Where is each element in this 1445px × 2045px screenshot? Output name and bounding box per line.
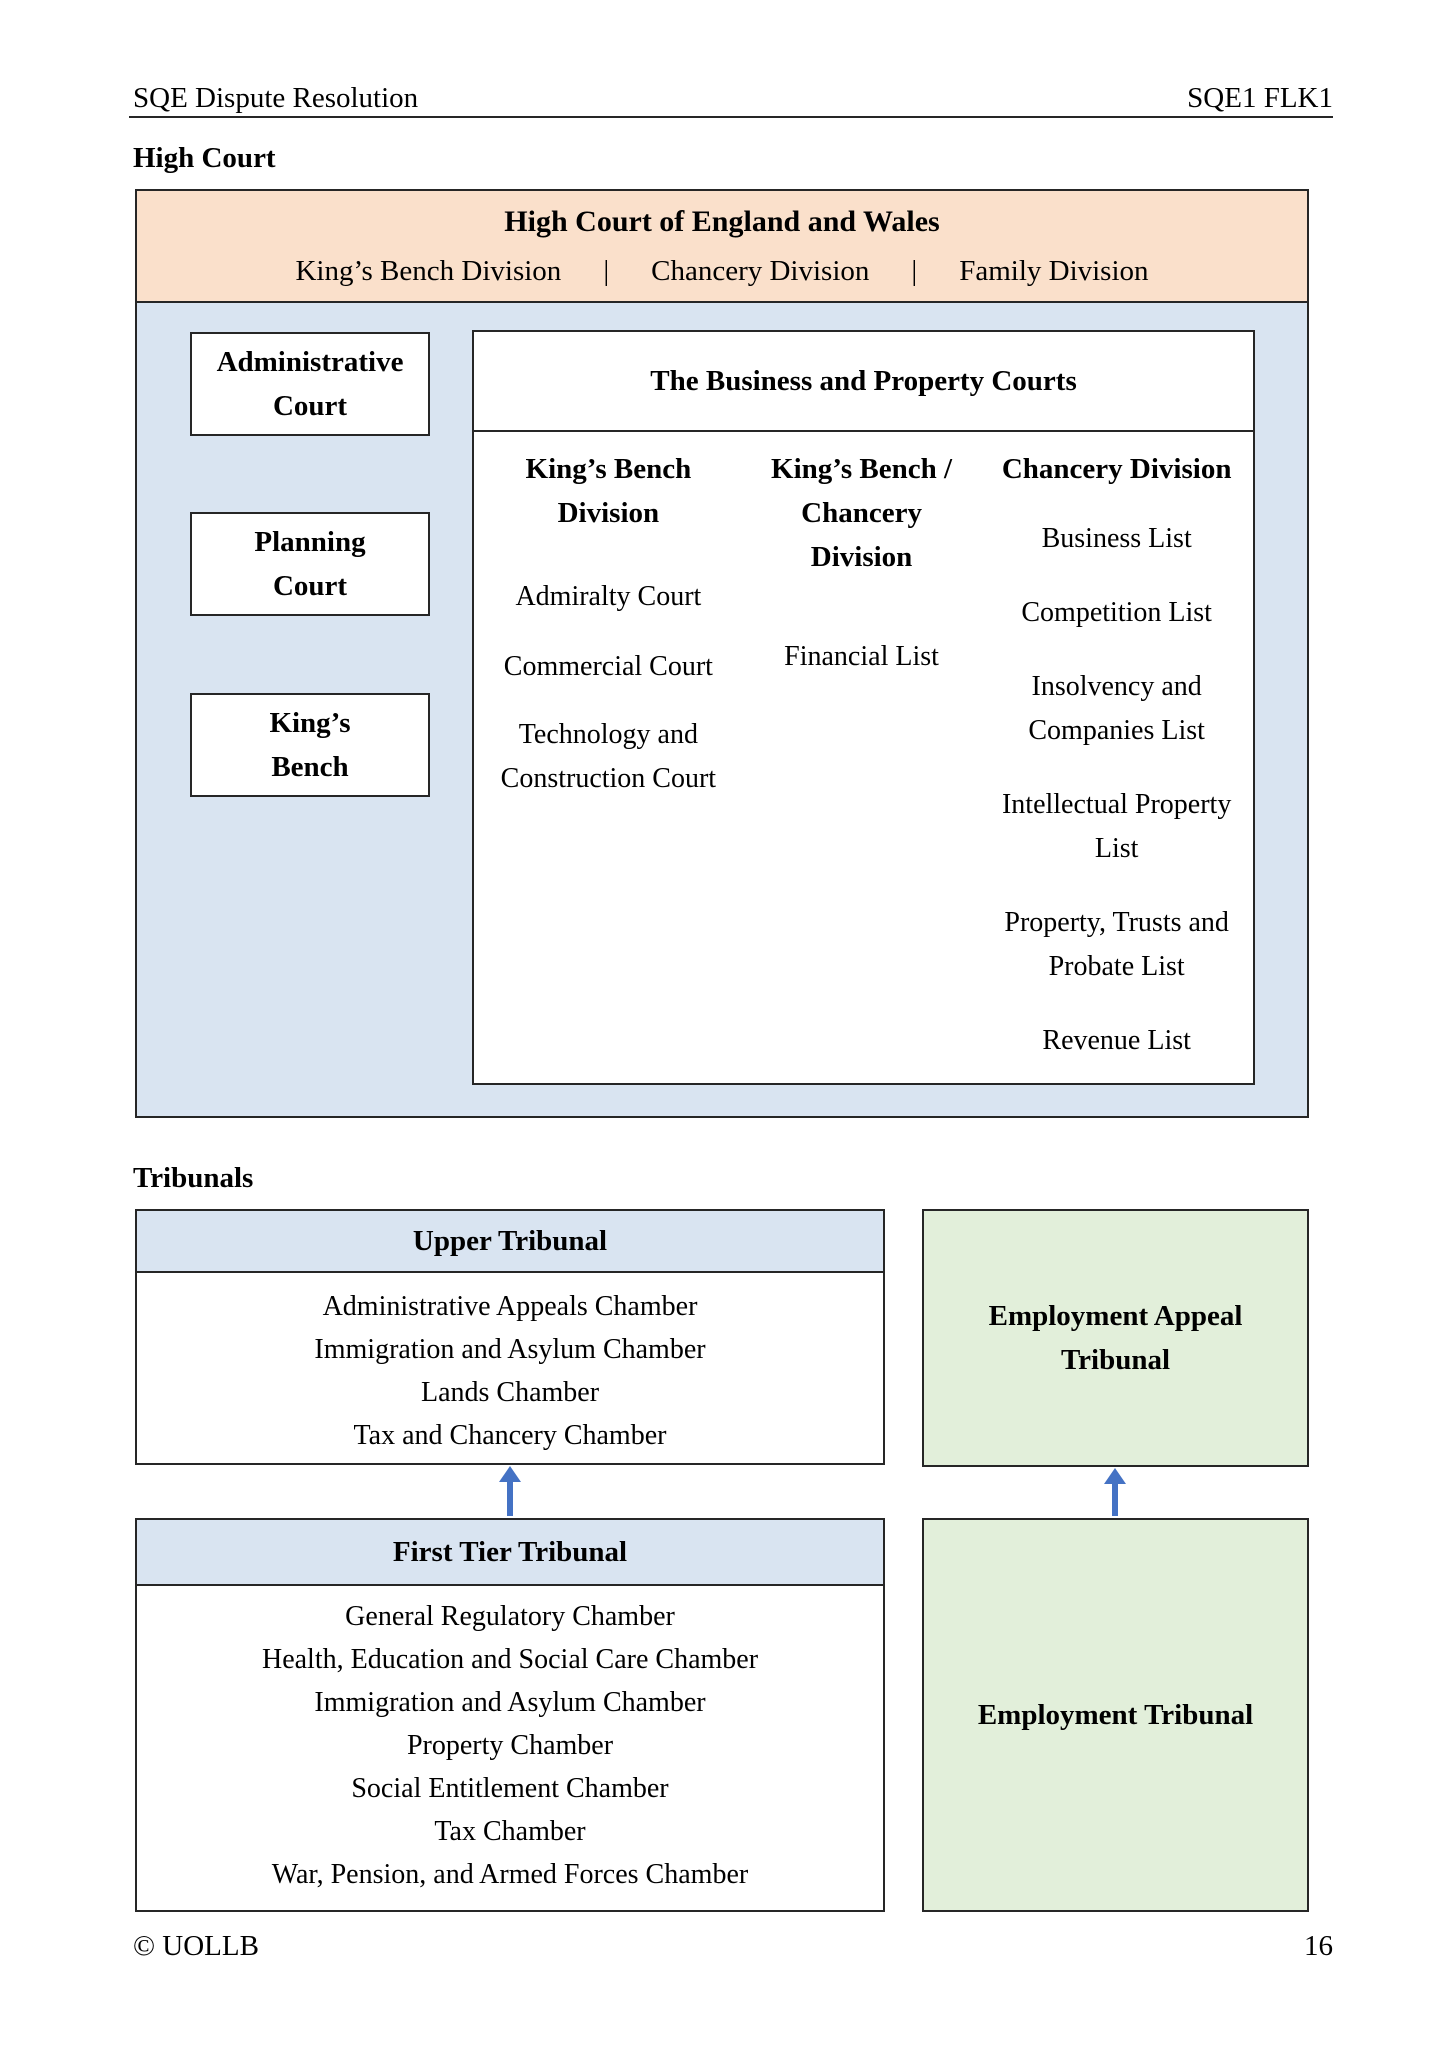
bp-column-kings-bench xyxy=(474,447,743,1063)
high-court-division-row xyxy=(137,249,1307,293)
high-court-banner-title: High Court of England and Wales xyxy=(504,205,940,238)
first-tier-to-upper-arrow xyxy=(499,1466,521,1516)
first-tier-tribunal-item: General Regulatory Chamber xyxy=(345,1601,675,1632)
bp-item-competition-list: Competition List xyxy=(1021,597,1212,628)
kings-bench-label-line1: King’s xyxy=(269,707,351,739)
bp-item-insolvency-companies-list: Insolvency and Companies List xyxy=(1028,671,1205,746)
bp-column-header: Chancery xyxy=(801,497,922,529)
administrative-court-box xyxy=(190,332,430,436)
tribunals-section-title: Tribunals xyxy=(133,1162,254,1194)
kings-bench-box xyxy=(190,693,430,797)
high-court-diagram xyxy=(135,189,1309,1118)
first-tier-tribunal-item: Social Entitlement Chamber xyxy=(351,1773,669,1804)
upper-tribunal-title: Upper Tribunal xyxy=(137,1211,883,1273)
employment-appeal-tribunal-label-line2: Tribunal xyxy=(1060,1344,1171,1376)
employment-tribunal-label: Employment Tribunal xyxy=(977,1699,1254,1731)
arrow-head-icon xyxy=(499,1466,521,1482)
first-tier-tribunal-item: War, Pension, and Armed Forces Chamber xyxy=(271,1859,749,1890)
first-tier-tribunal-item: Tax Chamber xyxy=(434,1816,586,1847)
upper-tribunal-chambers xyxy=(137,1273,883,1457)
employment-tribunal-box xyxy=(922,1518,1309,1912)
upper-tribunal-item: Tax and Chancery Chamber xyxy=(353,1420,667,1451)
employment-to-appeal-arrow xyxy=(1104,1468,1126,1516)
division-separator: | xyxy=(911,255,918,287)
business-property-courts-box xyxy=(472,330,1255,1085)
bp-item-technology-construction-court: Technology and Construction Court xyxy=(500,719,717,794)
division-separator: | xyxy=(603,255,610,287)
page-header-left: SQE Dispute Resolution xyxy=(133,82,419,114)
planning-court-label-line2: Court xyxy=(272,570,348,602)
bp-item-admiralty-court: Admiralty Court xyxy=(515,581,702,612)
upper-tribunal-item: Lands Chamber xyxy=(420,1377,600,1408)
arrow-stem xyxy=(507,1482,513,1516)
bp-column-header: Chancery Division xyxy=(1001,453,1232,485)
bp-column-chancery xyxy=(980,447,1253,1063)
planning-court-box xyxy=(190,512,430,616)
administrative-court-label-line1: Administrative xyxy=(216,346,404,378)
business-property-columns xyxy=(474,432,1253,1063)
upper-tribunal-item: Administrative Appeals Chamber xyxy=(322,1291,698,1322)
bp-item-intellectual-property-list: Intellectual Property List xyxy=(1001,789,1232,864)
bp-item-financial-list: Financial List xyxy=(784,641,939,672)
planning-court-label-line1: Planning xyxy=(254,526,366,558)
bp-column-kings-bench-chancery xyxy=(743,447,981,1063)
page-header-right: SQE1 FLK1 xyxy=(1187,82,1333,114)
bp-column-header: Division xyxy=(557,497,660,529)
employment-appeal-tribunal-box xyxy=(922,1209,1309,1467)
first-tier-tribunal-title: First Tier Tribunal xyxy=(137,1520,883,1586)
first-tier-tribunal-item: Immigration and Asylum Chamber xyxy=(314,1687,706,1718)
first-tier-tribunal-item: Health, Education and Social Care Chamber xyxy=(261,1644,759,1675)
first-tier-tribunal-chambers xyxy=(137,1586,883,1896)
page-footer-copyright: © UOLLB xyxy=(133,1930,259,1962)
division-family: Family Division xyxy=(959,255,1149,287)
bp-column-header: King’s Bench xyxy=(525,453,692,485)
division-chancery: Chancery Division xyxy=(651,255,870,287)
page-number: 16 xyxy=(1304,1930,1333,1962)
bp-column-header: King’s Bench / xyxy=(771,453,953,485)
bp-item-business-list: Business List xyxy=(1041,523,1192,554)
bp-item-commercial-court: Commercial Court xyxy=(503,651,713,682)
arrow-stem xyxy=(1112,1484,1118,1516)
high-court-section-title: High Court xyxy=(133,142,276,174)
kings-bench-label-line2: Bench xyxy=(271,751,349,783)
upper-tribunal-box xyxy=(135,1209,885,1465)
administrative-court-label-line2: Court xyxy=(272,390,348,422)
bp-column-header: Division xyxy=(810,541,913,573)
header-rule xyxy=(129,116,1333,118)
business-property-courts-title: The Business and Property Courts xyxy=(474,332,1253,432)
division-kings-bench: King’s Bench Division xyxy=(295,255,562,287)
bp-item-property-trusts-probate-list: Property, Trusts and Probate List xyxy=(1004,907,1229,982)
employment-appeal-tribunal-label-line1: Employment Appeal xyxy=(988,1300,1243,1332)
first-tier-tribunal-box xyxy=(135,1518,885,1912)
first-tier-tribunal-item: Property Chamber xyxy=(406,1730,614,1761)
upper-tribunal-item: Immigration and Asylum Chamber xyxy=(314,1334,706,1365)
high-court-banner xyxy=(137,191,1307,303)
bp-item-revenue-list: Revenue List xyxy=(1042,1025,1191,1056)
arrow-head-icon xyxy=(1104,1468,1126,1484)
